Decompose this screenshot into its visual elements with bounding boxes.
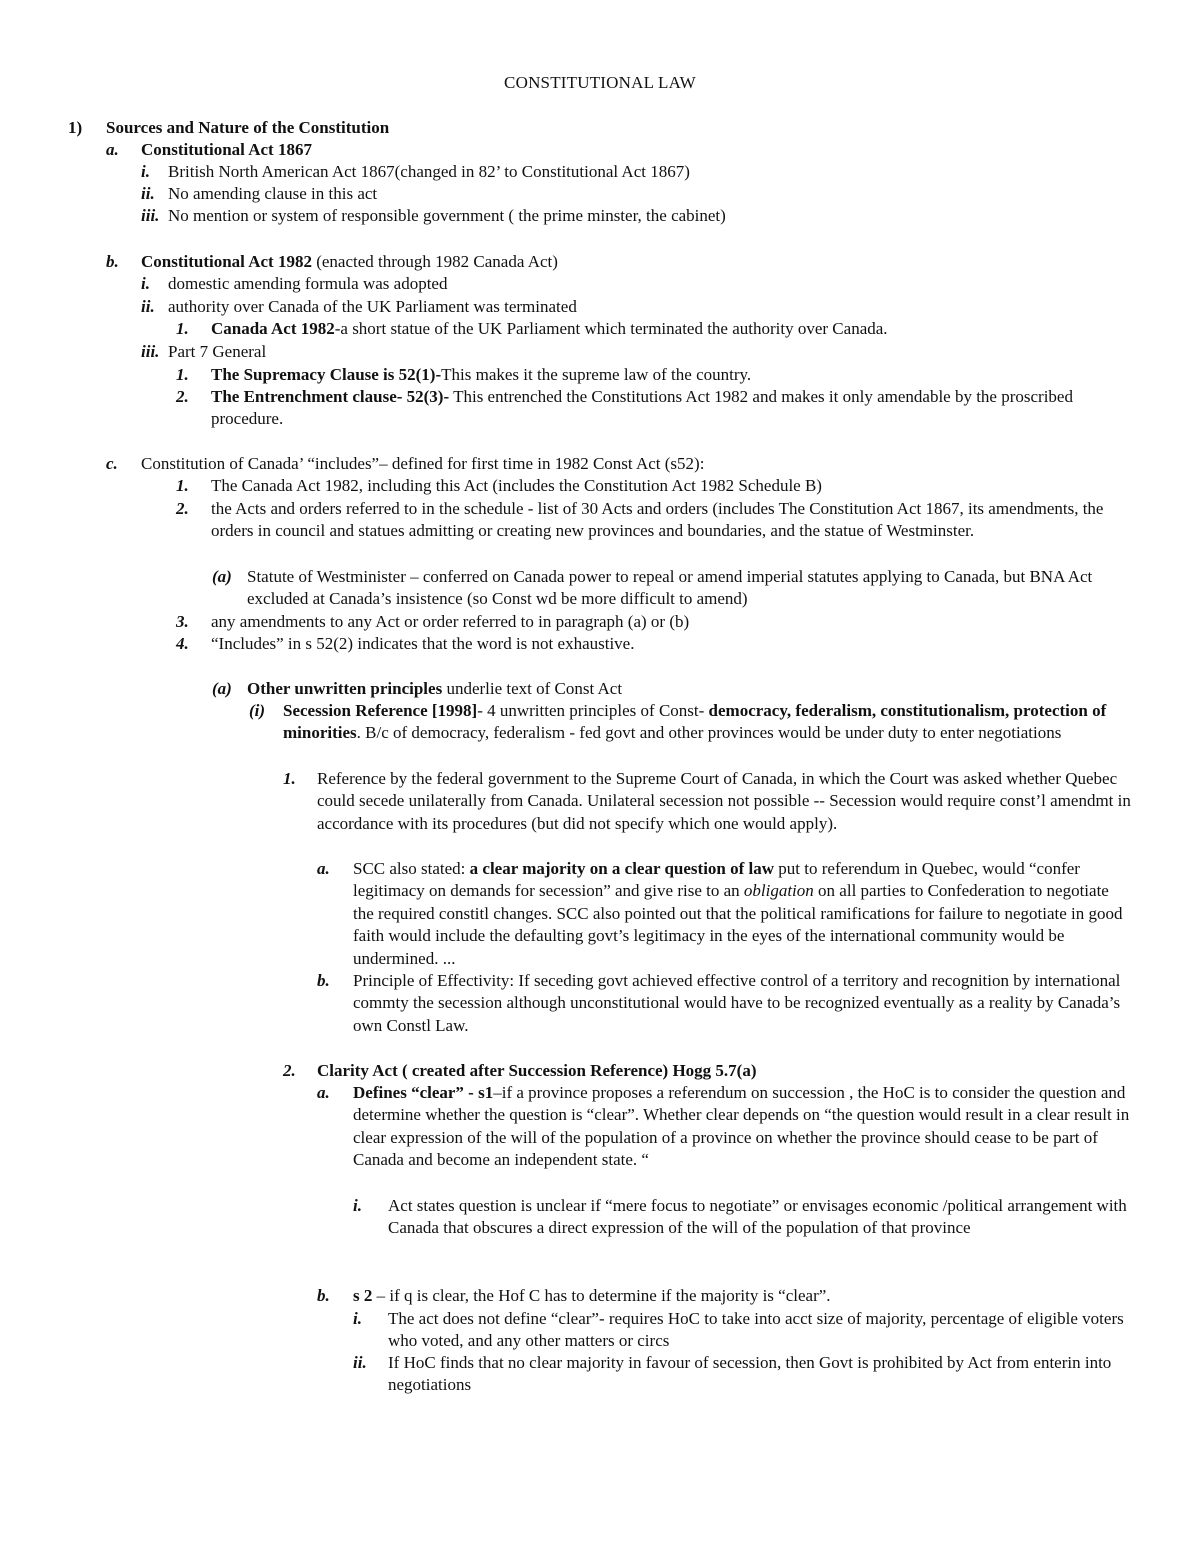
b-ii-text: authority over Canada of the UK Parliament was terminated xyxy=(168,297,577,316)
secession-rest: . B/c of democracy, federalism - fed govt and other provinces would be under duty to enter negotiations xyxy=(356,723,1062,743)
secession-marker: (i) xyxy=(249,701,266,720)
clarity-b-ii-marker: ii. xyxy=(353,1353,367,1372)
b-iii-marker: iii. xyxy=(141,342,160,361)
unwritten-marker: (a) xyxy=(212,679,232,698)
b-iii-1-marker: 1. xyxy=(176,365,189,384)
unwritten-rest: underlie text of Const Act xyxy=(442,679,623,698)
c-item-4-marker: 4. xyxy=(176,634,189,653)
section-1-heading: Sources and Nature of the Constitution xyxy=(106,118,390,137)
clarity-a-i-marker: i. xyxy=(353,1196,362,1215)
c-item-1-text: The Canada Act 1982, including this Act (includes the Constitution Act 1982 Schedule B) xyxy=(211,476,822,495)
effectivity-marker: b. xyxy=(317,971,330,990)
clarity-b-i-text: The act does not define “clear”- requires HoC to take into acct size of majority, percentage of eligible voters who voted, and any other matters or circs xyxy=(388,1309,1124,1351)
clarity-b-line xyxy=(353,1285,831,1307)
a-item-3-marker: iii. xyxy=(141,206,160,225)
unwritten-bold: Other unwritten principles xyxy=(247,679,443,698)
scc-pre: SCC also stated: xyxy=(353,859,470,878)
reference-marker: 1. xyxy=(283,769,296,788)
c-item-3-text: any amendments to any Act or order referred to in paragraph (a) or (b) xyxy=(211,612,690,631)
westminster-marker: (a) xyxy=(212,567,232,586)
clarity-a-bold: Defines “clear” - s1 xyxy=(353,1083,494,1102)
a-item-2-text: No amending clause in this act xyxy=(168,184,378,203)
b-iii-1-rest: This makes it the supreme law of the country. xyxy=(441,365,752,384)
a-item-1-marker: i. xyxy=(141,162,150,181)
b-iii-text: Part 7 General xyxy=(168,342,267,361)
b-iii-2-bold: The Entrenchment clause- 52(3)- xyxy=(211,387,450,406)
clarity-a-i-text: Act states question is unclear if “mere focus to negotiate” or envisages economic /political arrangement with Canada that obscures a direct expression of the will of the population of that province xyxy=(388,1196,1127,1238)
clarity-b-ii-text: If HoC finds that no clear majority in favour of secession, then Govt is prohibited by Act from enterin into negotiations xyxy=(388,1353,1112,1395)
section-c-text: Constitution of Canada’ “includes”– defined for first time in 1982 Const Act (s52): xyxy=(141,454,705,473)
reference-text: Reference by the federal government to the Supreme Court of Canada, in which the Court was asked whether Quebec could secede unilaterally from Canada. Unilateral secession not possible -- Secession would require const’l amendmt in accordance with its procedures (but did not specify which one would apply). xyxy=(317,769,1131,833)
c-item-1-marker: 1. xyxy=(176,476,189,495)
section-a-marker: a. xyxy=(106,140,119,159)
b-ii-1-marker: 1. xyxy=(176,319,189,338)
b-iii-2-text xyxy=(211,386,1131,431)
section-1-marker: 1) xyxy=(68,118,83,137)
c-item-2-text: the Acts and orders referred to in the schedule - list of 30 Acts and orders (includes The Constitution Act 1867, its amendments, the orders in council and statues admitting or creating new provinces and boundaries, and the statue of Westminster. xyxy=(211,499,1104,541)
clarity-marker: 2. xyxy=(283,1061,296,1080)
clarity-b-marker: b. xyxy=(317,1286,330,1305)
section-b-heading-line xyxy=(141,251,558,273)
scc-bold: a clear majority on a clear question of law xyxy=(469,859,775,878)
b-ii-1-line xyxy=(211,318,888,340)
unwritten-line xyxy=(247,678,622,700)
b-ii-1-rest: -a short statue of the UK Parliament which terminated the authority over Canada. xyxy=(334,319,888,338)
clarity-a-rest: –if a province proposes a referendum on succession , the HoC is to consider the question and determine whether the question is “clear”. Whether clear depends on “the question would result in a clear result in clear expression of the will of the population of a province on whether the province should cease to be part of Canada and become an independent state. “ xyxy=(353,1083,1130,1170)
a-item-3-text: No mention or system of responsible government ( the prime minster, the cabinet) xyxy=(168,206,726,225)
scc-italic: obligation xyxy=(743,881,814,901)
effectivity-text: Principle of Effectivity: If seceding govt achieved effective control of a territory and recognition by international commty the secession although unconstitutional would have to be recognized eventually as a reality by Canada’s own Constl Law. xyxy=(353,971,1121,1035)
c-item-2-marker: 2. xyxy=(176,499,189,518)
b-iii-2-marker: 2. xyxy=(176,387,189,406)
b-iii-2-rest: This entrenched the Constitutions Act 1982 and makes it only amendable by the proscribed procedure. xyxy=(211,387,1073,429)
b-i-marker: i. xyxy=(141,274,150,293)
section-b-heading-rest: (enacted through 1982 Canada Act) xyxy=(311,252,558,271)
b-iii-1-line xyxy=(211,364,751,386)
section-c-marker: c. xyxy=(106,454,118,473)
section-b-marker: b. xyxy=(106,252,119,271)
clarity-a-text xyxy=(353,1082,1133,1172)
secession-text xyxy=(283,700,1133,745)
c-item-4-text: “Includes” in s 52(2) indicates that the word is not exhaustive. xyxy=(211,634,635,653)
secession-bold2: democracy, federalism, constitutionalism, protection of minorities xyxy=(283,701,1107,743)
scc-rest: on all parties to Confederation to negotiate the required constitl changes. SCC also pointed out that the political ramifications for failure to negotiate in good faith would include the defaulting govt’s legitimacy in the eyes of the international community would be undermined. ... xyxy=(353,881,1123,968)
b-iii-1-bold: The Supremacy Clause is 52(1)- xyxy=(211,365,442,384)
secession-mid: - 4 unwritten principles of Const- xyxy=(477,701,709,720)
scc-text xyxy=(353,858,1133,970)
clarity-a-marker: a. xyxy=(317,1083,330,1102)
a-item-1-text: British North American Act 1867(changed in 82’ to Constitutional Act 1867) xyxy=(168,162,690,181)
scc-mid: put to referendum in Quebec, would “confer legitimacy on demands for secession” and give rise to an xyxy=(353,859,1080,901)
clarity-b-i-marker: i. xyxy=(353,1309,362,1328)
clarity-b-bold: s 2 xyxy=(353,1286,373,1305)
westminster-text: Statute of Westminister – conferred on Canada power to repeal or amend imperial statutes applying to Canada, but BNA Act excluded at Canada’s insistence (so Const wd be more difficult to amend) xyxy=(247,567,1093,609)
b-i-text: domestic amending formula was adopted xyxy=(168,274,448,293)
b-ii-marker: ii. xyxy=(141,297,155,316)
clarity-b-rest: – if q is clear, the Hof C has to determine if the majority is “clear”. xyxy=(372,1286,831,1305)
clarity-heading: Clarity Act ( created after Succession Reference) Hogg 5.7(a) xyxy=(317,1061,757,1080)
c-item-3-marker: 3. xyxy=(176,612,189,631)
section-b-heading: Constitutional Act 1982 xyxy=(141,252,312,271)
scc-marker: a. xyxy=(317,859,330,878)
page-title: CONSTITUTIONAL LAW xyxy=(504,73,696,92)
a-item-2-marker: ii. xyxy=(141,184,155,203)
b-ii-1-bold: Canada Act 1982 xyxy=(211,319,335,338)
secession-bold: Secession Reference [1998] xyxy=(283,701,478,720)
section-a-heading: Constitutional Act 1867 xyxy=(141,140,312,159)
